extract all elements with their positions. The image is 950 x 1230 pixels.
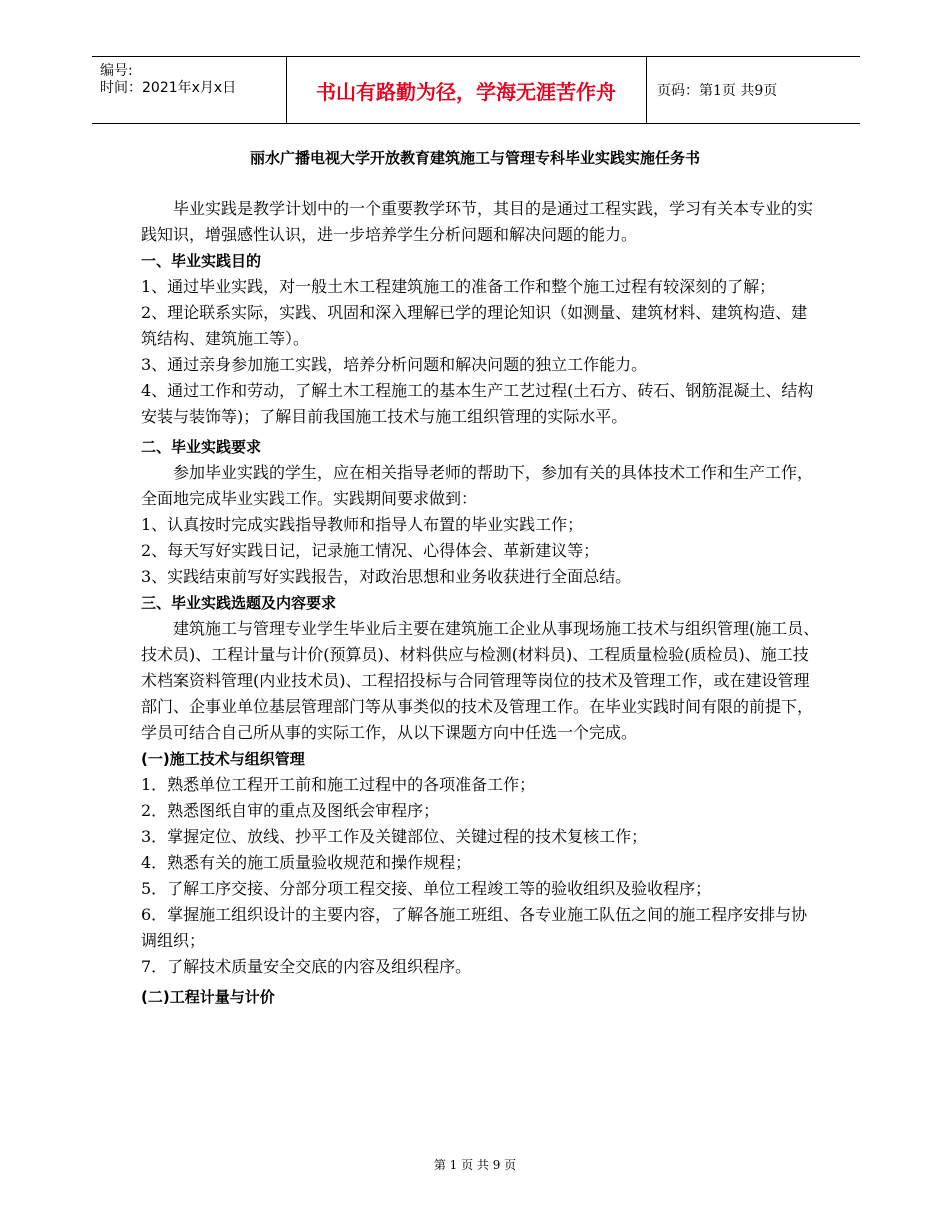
list-item: 2、每天写好实践日记，记录施工情况、心得体会、革新建议等； bbox=[141, 541, 600, 560]
subsection-heading-1: (一)施工技术与组织管理 bbox=[141, 750, 305, 768]
list-item: 3．掌握定位、放线、抄平工作及关键部位、关键过程的技术复核工作； bbox=[141, 827, 648, 846]
list-item: 6．掌握施工组织设计的主要内容，了解各施工班组、各专业施工队伍之间的施工程序安排与协调组织； bbox=[141, 905, 808, 950]
list-item: 5．了解工序交接、分部分项工程交接、单位工程竣工等的验收组织及验收程序； bbox=[141, 879, 712, 898]
document-time-label: 时间：2021年x月x日 bbox=[100, 80, 237, 96]
intro-paragraph: 毕业实践是教学计划中的一个重要教学环节，其目的是通过工程实践，学习有关本专业的实践知识，增强感性认识，进一步培养学生分析问题和解决问题的能力。 bbox=[141, 199, 814, 244]
document-number-label: 编号: bbox=[100, 63, 133, 79]
list-item: 1．熟悉单位工程开工前和施工过程中的各项准备工作； bbox=[141, 775, 536, 794]
header-motto: 书山有路勤为径，学海无涯苦作舟 bbox=[286, 57, 647, 123]
section-heading-3: 三、毕业实践选题及内容要求 bbox=[141, 594, 337, 612]
header-table bbox=[92, 56, 860, 124]
list-item: 2、理论联系实际，实践、巩固和深入理解已学的理论知识（如测量、建筑材料、建筑构造、建筑结构、建筑施工等）。 bbox=[141, 303, 808, 348]
section3-intro: 建筑施工与管理专业学生毕业后主要在建筑施工企业从事现场施工技术与组织管理(施工员、技术员)、工程计量与计价(预算员)、材料供应与检测(材料员)、工程质量检验(质检员)、施工技术档案资料管理(内业技术员)、工程招投标与合同管理等岗位的技术及管理工作，或在建设管理部门、企事业单位基层管理部门等从事类似的技术及管理工作。在毕业实践时间有限的前提下，学员可结合自己所从事的实际工作，从以下课题方向中任选一个完成。 bbox=[141, 619, 820, 742]
list-item: 4、通过工作和劳动，了解土木工程施工的基本生产工艺过程(土石方、砖石、钢筋混凝土、结构安装与装饰等)；了解目前我国施工技术与施工组织管理的实际水平。 bbox=[141, 381, 814, 426]
list-item: 4．熟悉有关的施工质量验收规范和操作规程； bbox=[141, 853, 472, 872]
header-meta-cell bbox=[92, 57, 287, 123]
list-item: 3、实践结束前写好实践报告，对政治思想和业务收获进行全面总结。 bbox=[141, 567, 632, 586]
list-item: 1、认真按时完成实践指导教师和指导人布置的毕业实践工作； bbox=[141, 515, 584, 534]
document-title: 丽水广播电视大学开放教育建筑施工与管理专科毕业实践实施任务书 bbox=[249, 149, 700, 167]
section2-intro: 参加毕业实践的学生，应在相关指导老师的帮助下，参加有关的具体技术工作和生产工作，全面地完成毕业实践工作。实践期间要求做到： bbox=[141, 463, 814, 508]
page-footer: 第 1 页 共 9 页 bbox=[433, 1158, 517, 1172]
list-item: 7．了解技术质量安全交底的内容及组织程序。 bbox=[141, 957, 472, 976]
section-heading-1: 一、毕业实践目的 bbox=[141, 252, 262, 270]
subsection-heading-2: (二)工程计量与计价 bbox=[141, 988, 275, 1006]
list-item: 2．熟悉图纸自审的重点及图纸会审程序； bbox=[141, 801, 440, 820]
list-item: 3、通过亲身参加施工实践，培养分析问题和解决问题的独立工作能力。 bbox=[141, 355, 648, 374]
section-heading-2: 二、毕业实践要求 bbox=[141, 438, 262, 456]
list-item: 1、通过毕业实践，对一般土木工程建筑施工的准备工作和整个施工过程有较深刻的了解； bbox=[141, 277, 776, 296]
header-page-info: 页码：第1页 共9页 bbox=[657, 83, 778, 99]
document-body bbox=[141, 196, 821, 1010]
